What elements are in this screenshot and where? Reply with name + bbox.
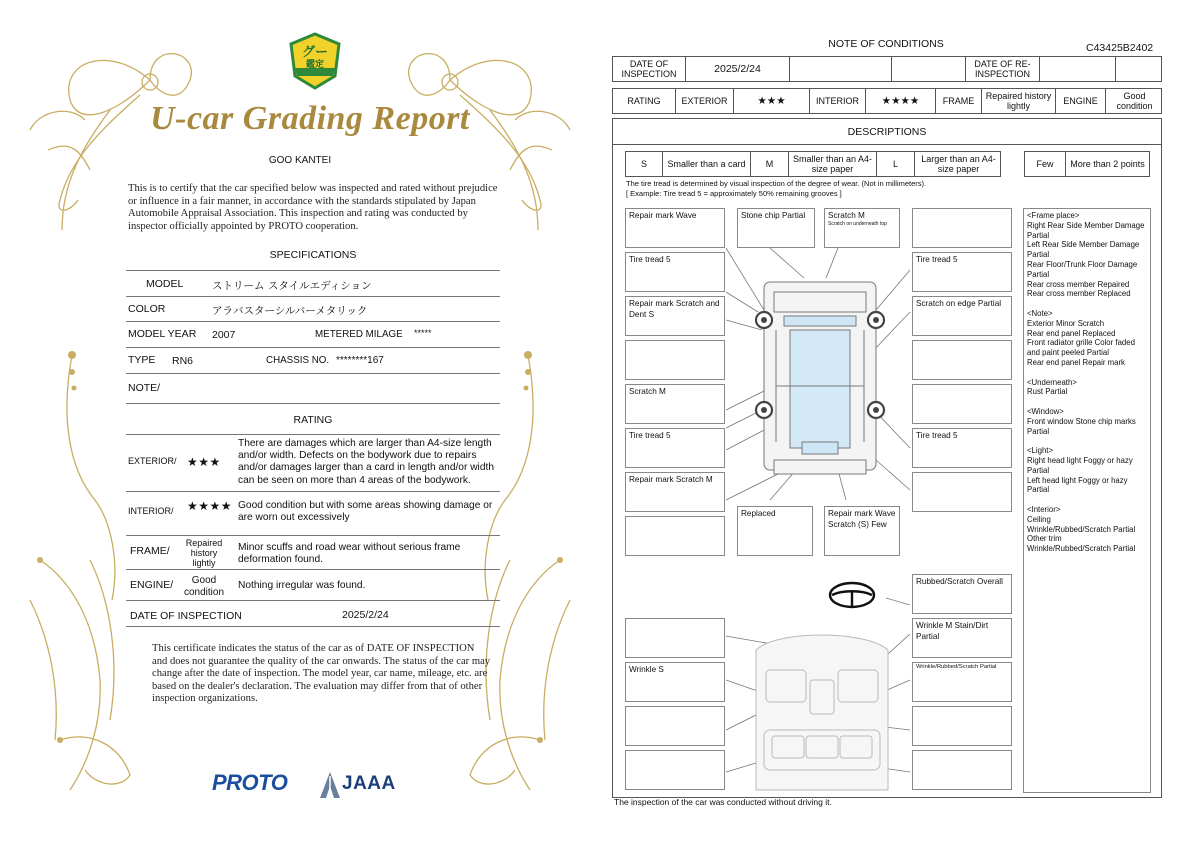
note-box-windshield: Stone chip Partial [737,208,815,248]
frame-description: Minor scuffs and road wear without serious frame deformation found. [238,542,461,566]
type-label: TYPE [128,354,156,366]
divider [126,373,500,374]
legend-s-desc: Smaller than a card [662,152,750,176]
note-box-tire-rr: Tire tread 5 [912,428,1012,468]
note-box-empty [912,750,1012,790]
note-box-empty [912,384,1012,424]
model-year-label: MODEL YEAR [128,328,197,340]
divider [126,296,500,297]
note-box-left-front-door: Repair mark Scratch and Dent S [625,296,725,336]
rating-heading: RATING [293,414,333,426]
divider [126,491,500,492]
engine-value: Good condition [1105,89,1163,113]
jaaa-logo [320,772,396,798]
engine-value: Good condition [183,575,225,598]
rating-label: RATING [627,96,661,106]
note-box-left-rear-door: Scratch M [625,384,725,424]
frame-label: FRAME [935,89,981,113]
proto-logo: PROTO [212,770,288,795]
divider [126,626,500,627]
note-box-empty [912,340,1012,380]
date-of-reinspection-label: DATE OF RE-INSPECTION [965,57,1039,81]
exterior-stars: ★★★ [733,89,809,113]
divider [126,434,500,435]
frame-value: Repaired history lightly [981,89,1055,113]
noc-footer: The inspection of the car was conducted without driving it. [614,797,832,807]
exterior-label: EXTERIOR/ [128,456,177,466]
frame-label: FRAME/ [130,545,170,557]
divider [126,270,500,271]
note-box-empty [912,472,1012,512]
noc-title: NOTE OF CONDITIONS [828,38,944,50]
certificate-intro: This is to certify that the car specified below was inspected and rated without prejudice or influence in a fair manner, in accordance with the standards stipulated by Japan Automobile Appraisal Association. This inspection and rating was conducted by inspector officially appointed by PROTO cooperation. [128,183,498,232]
specifications-heading: SPECIFICATIONS [269,249,357,261]
condition-details-panel: <Frame place> Right Rear Side Member Damage Partial Left Rear Side Member Damage Partial Rear Floor/Trunk Floor Damage Partial Rear cross member Repaired Rear cross member Replaced <Note> Exterior Minor Scratch Rear end panel Replaced Front radiator grille Color faded and paint peeled Partial Rear end panel Repair mark <Underneath> Rust Partial <Window> Front window Stone chip marks Partial <Light> Right head light Foggy or hazy Partial Left head light Foggy or hazy Partial <Interior> Ceiling Wrinkle/Rubbed/Scratch Partial Other trim Wrinkle/Rubbed/Scratch Partial [1023,208,1151,793]
chassis-value: ********167 [336,355,384,366]
legend-l: L [876,152,914,176]
chassis-label: CHASSIS NO. [266,355,330,366]
engine-label: ENGINE [1055,89,1105,113]
interior-label: INTERIOR/ [128,506,174,516]
descriptions-title: DESCRIPTIONS [613,119,1161,145]
note-box-driver-seat: Wrinkle S [625,662,725,702]
type-value: RN6 [172,355,194,367]
legend-m-desc: Smaller than an A4-size paper [788,152,876,176]
note-box-hood-small: Scratch on underneath top [828,221,887,227]
legend-m: M [750,152,788,176]
note-box-tire-rl: Tire tread 5 [625,428,725,468]
date-of-inspection-label: DATE OF INSPECTION [621,59,677,79]
note-box-rear-left: Repair mark Scratch M [625,472,725,512]
interior-stars: ★★★★ [187,499,233,513]
note-box-empty [625,750,725,790]
certificate-footer: This certificate indicates the status of the car as of DATE OF INSPECTION and does not guarantee the quality of the car onwards. The status of the car may change after the date of inspection. The model year, car name, mileage, etc. are based on the dealer's declaration. The evaluation may differ from that of other inspection organizations. [152,643,491,705]
note-box-empty [625,340,725,380]
date-of-inspection-value: 2025/2/24 [342,609,389,621]
noc-code: C43425B2402 [1086,42,1154,54]
note-box-empty [912,208,1012,248]
legend-few: Few [1036,159,1054,169]
legend-l-desc: Larger than an A4-size paper [914,152,1002,176]
interior-label: INTERIOR [809,89,865,113]
note-box-empty [625,618,725,658]
note-box-empty [912,706,1012,746]
note-box-passenger-seat: Wrinkle/Rubbed/Scratch Partial [912,662,1012,702]
svg-text:グー: グー [301,45,329,60]
color-value: アラバスターシルバーメタリック [212,305,368,317]
date-of-inspection-label: DATE OF INSPECTION [130,610,242,622]
note-box-empty [625,706,725,746]
note-box-hood-text: Scratch M [828,211,865,220]
note-box-tire-fr: Tire tread 5 [912,252,1012,292]
mileage-label: METERED MILAGE [315,329,403,340]
divider [126,403,500,404]
divider [126,535,500,536]
engine-label: ENGINE/ [130,579,174,591]
note-box-ceiling: Wrinkle M Stain/Dirt Partial [912,618,1012,658]
model-label: MODEL [146,278,184,290]
exterior-stars: ★★★ [187,455,221,469]
goo-kantei-logo [287,32,343,90]
note-box-front-left: Repair mark Wave [625,208,725,248]
note-box-tire-fl: Tire tread 5 [625,252,725,292]
frame-value: Repaired history lightly [185,538,223,568]
note-box-steering: Rubbed/Scratch Overall [912,574,1012,614]
mileage-value: ***** [414,328,432,338]
divider [126,600,500,601]
exterior-label: EXTERIOR [675,89,733,113]
divider [126,347,500,348]
svg-text:鑑定: 鑑定 [305,60,325,70]
divider [126,321,500,322]
tire-note-line-2: [ Example: Tire tread 5 = approximately 50% remaining grooves ] [626,188,842,198]
engine-description: Nothing irregular was found. [238,580,366,591]
certificate-title: U-car Grading Report [150,100,470,137]
model-year-value: 2007 [212,329,236,341]
interior-description: Good condition but with some areas showing damage or are worn out excessively [238,500,493,524]
tire-note-line-1: The tire tread is determined by visual inspection of the degree of wear. (Not in millimeters). [626,179,927,188]
color-label: COLOR [128,303,166,315]
note-box-hood [824,208,900,248]
exterior-description: There are damages which are larger than A4-size length and/or width. Defects on the bodywork due to repairs and/or damages larger than a card in length and/or width can be seen on more than 4 areas of the bodywork. [238,438,494,486]
legend-few-desc: More than 2 points [1065,152,1149,176]
jaaa-text: JAAA [342,773,396,794]
date-of-inspection-value: 2025/2/24 [685,57,789,81]
interior-stars: ★★★★ [865,89,935,113]
certificate-subtitle: GOO KANTEI [268,155,332,166]
legend-s: S [640,159,647,169]
divider [126,569,500,570]
note-box-empty [625,516,725,556]
note-box-right-front: Scratch on edge Partial [912,296,1012,336]
note-label: NOTE/ [128,382,161,394]
steering-wheel-icon [830,583,874,607]
note-box-rear-panel: Replaced [737,506,813,556]
note-of-conditions [606,30,1168,820]
note-box-rear-bumper: Repair mark Wave Scratch (S) Few [824,506,900,556]
model-value: ストリーム スタイルエディション [212,280,372,292]
